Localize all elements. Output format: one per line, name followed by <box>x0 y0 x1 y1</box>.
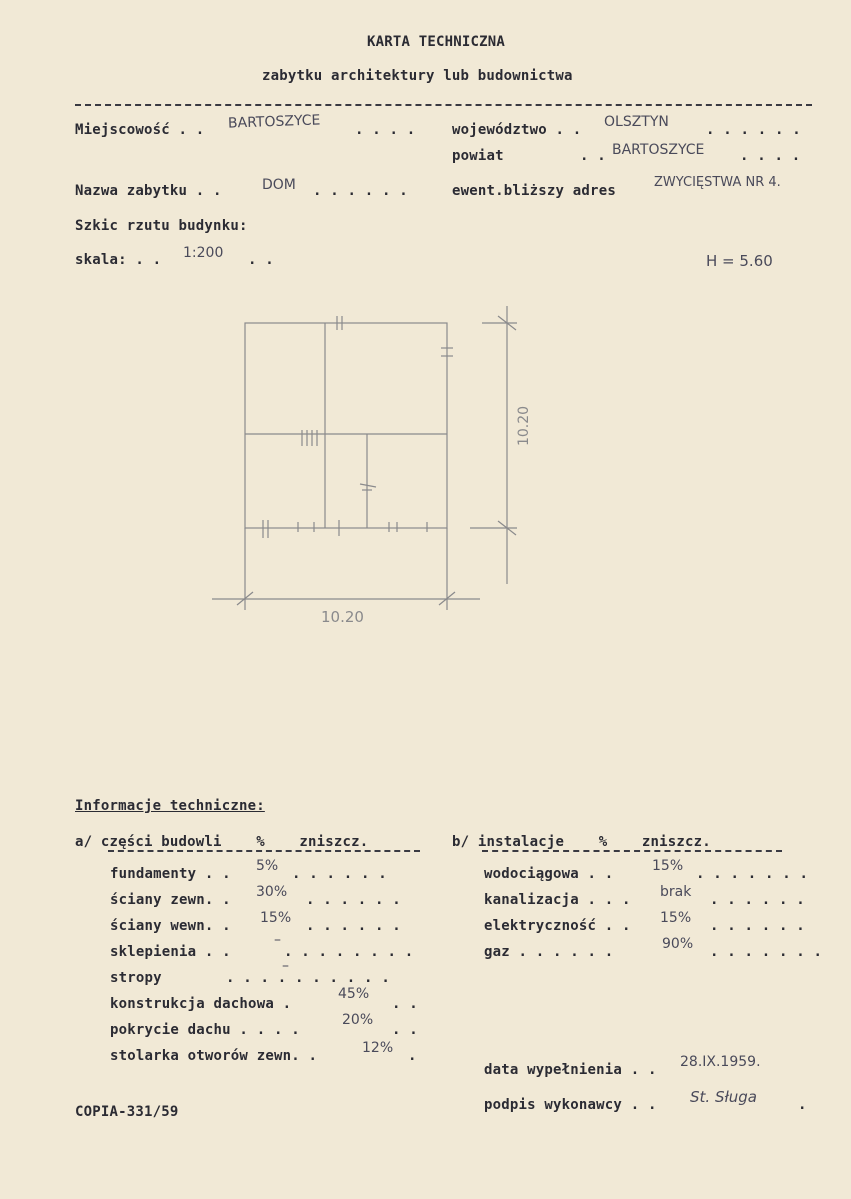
page-title: KARTA TECHNICZNA <box>367 34 506 50</box>
nazwa-label: Nazwa zabytku . . <box>75 183 222 199</box>
col-a-tail: . . . . . . . . . . <box>226 970 390 986</box>
height-note: H = 5.60 <box>706 252 773 270</box>
podpis-label: podpis wykonawcy . . <box>484 1097 657 1113</box>
col-a-label: fundamenty . . <box>110 866 231 882</box>
miejscowosc-label: Miejscowość . . <box>75 122 205 138</box>
col-b-label: kanalizacja . . . <box>484 892 631 908</box>
col-a-value: – <box>282 958 289 974</box>
skala-label: skala: . . <box>75 252 162 268</box>
col-a-label: sklepienia . . <box>110 944 231 960</box>
col-b-header-underline <box>482 850 782 852</box>
col-b-value: 15% <box>652 858 684 874</box>
col-a-label: ściany wewn. . <box>110 918 231 934</box>
miejscowosc-tail: . . . . <box>355 122 416 138</box>
col-b-tail: . . . . . . <box>710 918 805 934</box>
wojewodztwo-label: województwo . . <box>452 122 582 138</box>
col-a-tail: . . . . . . <box>306 918 401 934</box>
col-a-value: 5% <box>256 858 279 874</box>
adres-value: ZWYCIĘSTWA NR 4. <box>654 175 781 190</box>
wojewodztwo-value: OLSZTYN <box>604 114 669 130</box>
szkic-label: Szkic rzutu budynku: <box>75 218 248 234</box>
wojewodztwo-tail: . . . . . . <box>706 122 801 138</box>
col-b-label: wodociągowa . . <box>484 866 614 882</box>
powiat-dots: . . <box>580 148 606 164</box>
col-b-header: b/ instalacje % zniszcz. <box>452 834 711 850</box>
col-a-value: 45% <box>338 986 370 1002</box>
col-a-value: 12% <box>362 1040 394 1056</box>
col-b-tail: . . . . . . . <box>710 944 823 960</box>
plan-dim-horizontal: 10.20 <box>321 608 364 626</box>
col-a-label: ściany zewn. . <box>110 892 231 908</box>
col-a-tail: . . <box>392 1022 418 1038</box>
powiat-tail: . . . . <box>740 148 801 164</box>
col-a-tail: . . . . . . <box>292 866 387 882</box>
col-a-header: a/ części budowli % zniszcz. <box>75 834 369 850</box>
signature: St. Sługa <box>690 1088 757 1106</box>
copy-number: COPIA-331/59 <box>75 1104 179 1120</box>
col-b-value: brak <box>660 884 692 900</box>
podpis-tail: . <box>798 1097 807 1113</box>
col-a-header-underline <box>108 850 420 852</box>
col-b-value: 15% <box>660 910 692 926</box>
powiat-value: BARTOSZYCE <box>612 142 705 158</box>
info-title: Informacje techniczne: <box>75 798 265 814</box>
col-a-tail: . . . . . . <box>306 892 401 908</box>
col-b-label: elektryczność . . <box>484 918 631 934</box>
col-a-value: 30% <box>256 884 288 900</box>
data-value: 28.IX.1959. <box>680 1054 761 1070</box>
col-a-value: 15% <box>260 910 292 926</box>
skala-tail: . . <box>248 252 274 268</box>
data-label: data wypełnienia . . <box>484 1062 657 1078</box>
adres-label: ewent.bliższy adres <box>452 183 616 199</box>
nazwa-value: DOM <box>262 177 296 193</box>
plan-dim-vertical: 10.20 <box>516 405 533 447</box>
col-b-tail: . . . . . . . <box>696 866 809 882</box>
col-a-value: 20% <box>342 1012 374 1028</box>
miejscowosc-value: BARTOSZYCE <box>227 112 321 132</box>
col-b-label: gaz . . . . . . <box>484 944 614 960</box>
col-a-label: stolarka otworów zewn. . <box>110 1048 318 1064</box>
col-a-tail: . . . . . . . . <box>284 944 414 960</box>
plan-outline <box>245 323 447 528</box>
col-b-tail: . . . . . . <box>710 892 805 908</box>
powiat-label: powiat <box>452 148 504 164</box>
skala-value: 1:200 <box>183 245 224 261</box>
col-a-label: pokrycie dachu . . . . <box>110 1022 300 1038</box>
col-a-label: konstrukcja dachowa . <box>110 996 292 1012</box>
col-a-tail: . . <box>392 996 418 1012</box>
col-a-tail: . <box>408 1048 417 1064</box>
nazwa-tail: . . . . . . <box>313 183 408 199</box>
page-subtitle: zabytku architektury lub budownictwa <box>262 68 573 84</box>
col-a-label: stropy <box>110 970 162 986</box>
col-a-value: – <box>274 932 281 948</box>
col-b-value: 90% <box>662 936 694 952</box>
